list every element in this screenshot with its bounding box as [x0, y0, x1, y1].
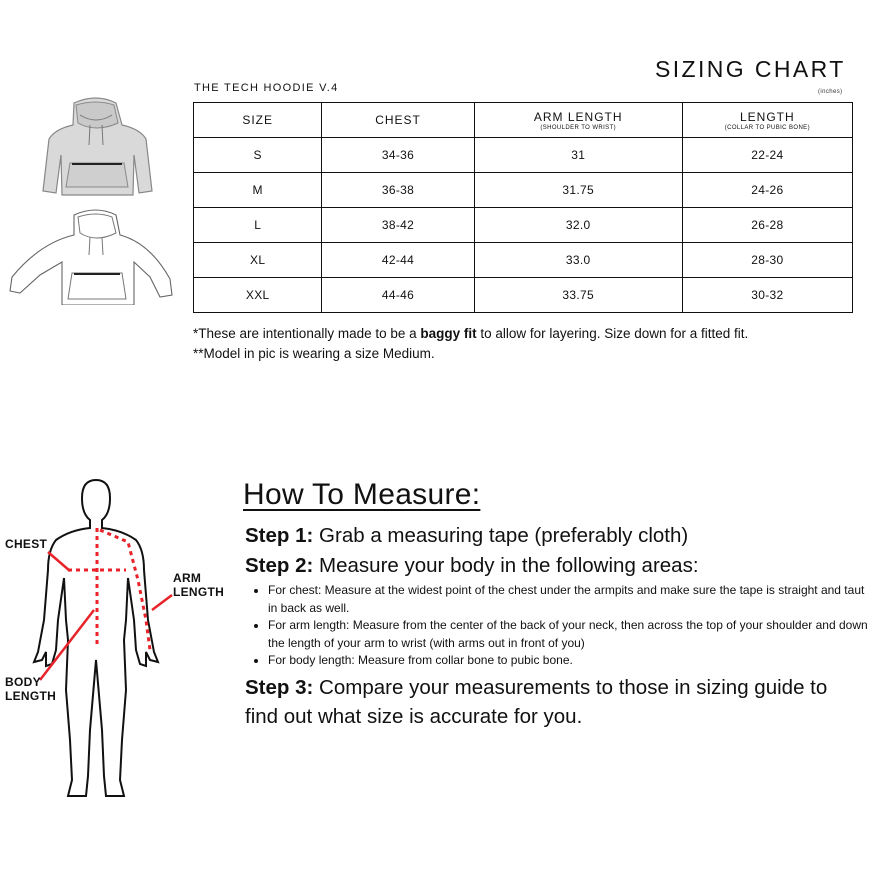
header-length: LENGTH (COLLAR TO PUBIC BONE)	[682, 103, 852, 138]
cell-length: 22-24	[682, 138, 852, 173]
hoodie-arms-out-image	[10, 210, 172, 305]
measure-instructions-list	[250, 582, 868, 670]
arm-length-label: ARM LENGTH	[173, 571, 225, 599]
body-outline	[34, 480, 158, 796]
sizing-table	[193, 102, 853, 313]
table-row	[194, 173, 853, 208]
header-size: SIZE	[194, 103, 322, 138]
cell-size: S	[194, 138, 322, 173]
cell-arm-length: 33.0	[474, 243, 682, 278]
cell-size: M	[194, 173, 322, 208]
table-header-row	[194, 103, 853, 138]
step-3: Step 3: Compare your measurements to those in sizing guide to find out what size is accurate for you.	[245, 676, 828, 728]
units-label: (inches)	[818, 89, 843, 95]
cell-length: 26-28	[682, 208, 852, 243]
cell-arm-length: 31	[474, 138, 682, 173]
cell-length: 30-32	[682, 278, 852, 313]
cell-chest: 34-36	[322, 138, 474, 173]
cell-size: XL	[194, 243, 322, 278]
cell-arm-length: 31.75	[474, 173, 682, 208]
product-name: THE TECH HOODIE V.4	[194, 82, 339, 94]
cell-size: XXL	[194, 278, 322, 313]
fit-note: *These are intentionally made to be a baggy fit to allow for layering. Size down for a fitted fit.	[193, 326, 749, 341]
page-title: SIZING CHART	[655, 56, 846, 82]
chest-label: CHEST	[5, 537, 48, 551]
table-row	[194, 243, 853, 278]
step-1: Step 1: Grab a measuring tape (preferably cloth)	[245, 524, 689, 547]
cell-arm-length: 33.75	[474, 278, 682, 313]
body-length-label: BODY LENGTH	[5, 675, 57, 703]
cell-size: L	[194, 208, 322, 243]
header-arm-length: ARM LENGTH (SHOULDER TO WRIST)	[474, 103, 682, 138]
cell-chest: 38-42	[322, 208, 474, 243]
body-measure-figure	[0, 470, 240, 810]
cell-length: 28-30	[682, 243, 852, 278]
cell-chest: 42-44	[322, 243, 474, 278]
header-chest: CHEST	[322, 103, 474, 138]
step-2: Step 2: Measure your body in the following areas:	[245, 554, 699, 577]
cell-chest: 36-38	[322, 173, 474, 208]
hoodie-illustrations	[0, 95, 185, 305]
list-item: • For body length: Measure from collar bone to pubic bone.	[268, 652, 868, 670]
model-note: **Model in pic is wearing a size Medium.	[193, 346, 435, 361]
cell-chest: 44-46	[322, 278, 474, 313]
hoodie-front-image	[43, 98, 152, 195]
cell-length: 24-26	[682, 173, 852, 208]
table-row	[194, 278, 853, 313]
table-row	[194, 138, 853, 173]
cell-arm-length: 32.0	[474, 208, 682, 243]
table-row	[194, 208, 853, 243]
list-item: • For chest: Measure at the widest point of the chest under the armpits and make sure the tape is straight and taut in back as well.	[268, 582, 868, 617]
list-item: • For arm length: Measure from the center of the back of your neck, then across the top of your shoulder and down the length of your arm to wrist (with arms out in front of you)	[268, 617, 868, 652]
how-to-measure-heading: How To Measure:	[243, 478, 481, 511]
